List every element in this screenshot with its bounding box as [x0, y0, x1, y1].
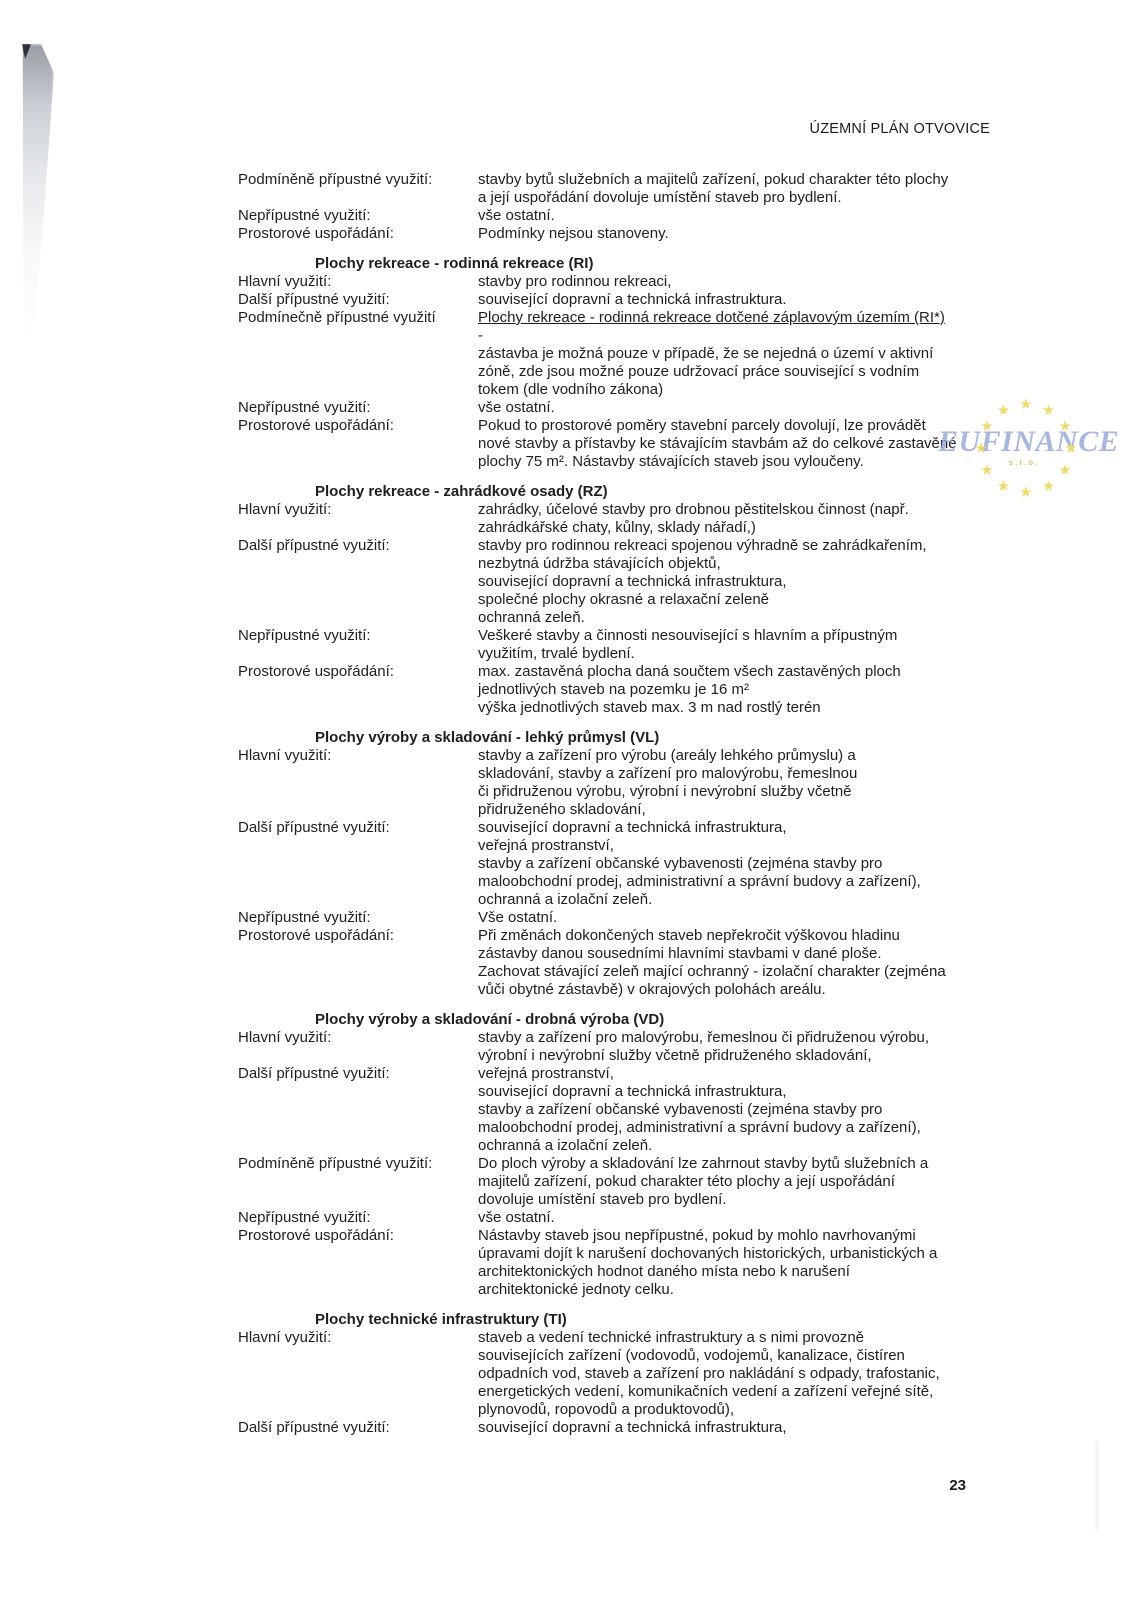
content-line: Při změnách dokončených staveb nepřekročit výškovou hladinu: [478, 927, 900, 944]
usage-row-content: [478, 1227, 970, 1299]
usage-row: [238, 627, 970, 663]
usage-row-label: Prostorové uspořádání:: [238, 1227, 394, 1244]
usage-row: [238, 927, 970, 999]
watermark-company-name: EUFINANCE: [938, 425, 1120, 458]
zoning-section: [238, 483, 970, 717]
content-line: Zachovat stávající zeleň mající ochranný - izolační charakter (zejména: [478, 963, 946, 980]
document-content: [238, 171, 970, 1437]
eu-star-icon: [1063, 441, 1079, 457]
usage-row-content: [478, 1065, 970, 1155]
content-line: plynovodů, ropovodů a produktovodů),: [478, 1401, 735, 1418]
content-line: stavby a zařízení občanské vybavenosti (zejména stavby pro: [478, 1101, 883, 1118]
zoning-section: [238, 1311, 970, 1437]
usage-row-label: Další přípustné využití:: [238, 537, 390, 554]
usage-row-content: [478, 225, 970, 243]
content-line: stavby bytů služebních a majitelů zařízení, pokud charakter této plochy: [478, 171, 949, 188]
usage-row: [238, 309, 970, 399]
usage-row: [238, 537, 970, 627]
content-line: majitelů zařízení, pokud charakter této plochy a její uspořádání: [478, 1173, 895, 1190]
content-line: Pokud to prostorové poměry stavební parcely dovolují, lze provádět: [478, 417, 926, 434]
content-line: nové stavby a přístavby ke stávajícím stavbám až do celkové zastavěné: [478, 435, 957, 452]
usage-row-content: [478, 747, 970, 819]
content-line: dovoluje umístění staveb pro bydlení.: [478, 1191, 727, 1208]
usage-row: [238, 501, 970, 537]
content-line: přidruženého skladování,: [478, 801, 646, 818]
usage-row: [238, 1155, 970, 1209]
usage-row-label: Podmíněně přípustné využití:: [238, 171, 433, 188]
usage-row-label: Nepřípustné využití:: [238, 909, 371, 926]
usage-row-label: Nepřípustné využití:: [238, 207, 371, 224]
content-line: max. zastavěná plocha daná součtem všech zastavěných ploch: [478, 663, 901, 680]
content-line: zahrádky, účelové stavby pro drobnou pěstitelskou činnost (např.: [478, 501, 909, 518]
usage-row-label: Další přípustné využití:: [238, 291, 390, 308]
zoning-section: [238, 1011, 970, 1299]
usage-row-label: Prostorové uspořádání:: [238, 663, 394, 680]
scan-shadow-artifact: [20, 44, 54, 336]
usage-row-label: Hlavní využití:: [238, 1329, 332, 1346]
document-title-header: ÚZEMNÍ PLÁN OTVOVICE: [809, 121, 990, 137]
usage-row: [238, 1329, 970, 1419]
usage-row-content: [478, 663, 970, 717]
content-line: Plochy rekreace - rodinná rekreace dotčené záplavovým územím (RI*): [478, 309, 945, 326]
usage-row: [238, 819, 970, 909]
eu-star-icon: [1018, 485, 1034, 501]
usage-row-label: Hlavní využití:: [238, 747, 332, 764]
content-line: veřejná prostranství,: [478, 1065, 614, 1082]
eu-star-icon: [1057, 419, 1073, 435]
content-line: -: [478, 327, 483, 344]
usage-row-content: [478, 909, 970, 927]
content-line: vše ostatní.: [478, 399, 555, 416]
usage-row-label: Další přípustné využití:: [238, 1065, 390, 1082]
usage-row-content: [478, 1419, 970, 1437]
scan-edge-artifact: [1096, 1440, 1098, 1530]
content-line: vůči obytné zástavbě) v okrajových polohách areálu.: [478, 981, 826, 998]
usage-row-content: [478, 1329, 970, 1419]
usage-row-content: [478, 627, 970, 663]
usage-row-content: [478, 309, 970, 399]
content-line: staveb a vedení technické infrastruktury a s nimi provozně: [478, 1329, 865, 1346]
content-line: Podmínky nejsou stanoveny.: [478, 225, 669, 242]
content-line: jednotlivých staveb na pozemku je 16 m²: [478, 681, 749, 698]
content-line: veřejná prostranství,: [478, 837, 614, 854]
content-line: stavby pro rodinnou rekreaci spojenou výhradně se zahrádkařením,: [478, 537, 927, 554]
content-line: vše ostatní.: [478, 207, 555, 224]
usage-row-content: [478, 171, 970, 207]
content-line: či přidruženou výrobu, výrobní i nevýrobní služby včetně: [478, 783, 852, 800]
content-line: ochranná zeleň.: [478, 609, 585, 626]
content-line: související dopravní a technická infrastruktura,: [478, 1083, 787, 1100]
section-heading: Plochy technické infrastruktury (TI): [315, 1311, 567, 1328]
eu-star-icon: [979, 419, 995, 435]
zoning-section: [238, 255, 970, 471]
usage-row-content: [478, 1029, 970, 1065]
content-line: ochranná a izolační zeleň.: [478, 1137, 653, 1154]
content-line: maloobchodní prodej, administrativní a správní budovy a zařízení),: [478, 873, 921, 890]
content-line: Do ploch výroby a skladování lze zahrnout stavby bytů služebních a: [478, 1155, 929, 1172]
usage-row: [238, 1227, 970, 1299]
usage-row: [238, 273, 970, 291]
zoning-section: [238, 729, 970, 999]
usage-row: [238, 417, 970, 471]
usage-row-content: [478, 273, 970, 291]
section-heading: Plochy rekreace - zahrádkové osady (RZ): [315, 483, 608, 500]
eu-star-icon: [979, 463, 995, 479]
usage-row: [238, 171, 970, 207]
usage-row-label: Hlavní využití:: [238, 1029, 332, 1046]
content-line: společné plochy okrasné a relaxační zeleně: [478, 591, 770, 608]
usage-row-content: [478, 1209, 970, 1227]
section-heading: Plochy výroby a skladování - lehký průmysl (VL): [315, 729, 660, 746]
page-number: 23: [949, 1477, 966, 1494]
usage-row: [238, 747, 970, 819]
usage-row: [238, 663, 970, 717]
usage-row-content: [478, 1155, 970, 1209]
usage-row-label: Nepřípustné využití:: [238, 627, 371, 644]
content-line: architektonických hodnot daného místa nebo k narušení: [478, 1263, 850, 1280]
content-line: související dopravní a technická infrastruktura.: [478, 291, 787, 308]
content-line: výrobní i nevýrobní služby včetně přidruženého skladování,: [478, 1047, 872, 1064]
usage-row: [238, 909, 970, 927]
content-line: využitím, trvalé bydlení.: [478, 645, 635, 662]
content-line: stavby pro rodinnou rekreaci,: [478, 273, 672, 290]
content-line: Veškeré stavby a činnosti nesouvisející s hlavním a přípustným: [478, 627, 898, 644]
usage-row-label: Další přípustné využití:: [238, 1419, 390, 1436]
usage-row-content: [478, 537, 970, 627]
section-heading: Plochy rekreace - rodinná rekreace (RI): [315, 255, 594, 272]
usage-row-label: Další přípustné využití:: [238, 819, 390, 836]
usage-row: [238, 1065, 970, 1155]
content-line: zahrádkářské chaty, kůlny, sklady nářadí,): [478, 519, 756, 536]
usage-row: [238, 291, 970, 309]
eu-star-icon: [996, 479, 1012, 495]
usage-row-content: [478, 291, 970, 309]
content-line: tokem (dle vodního zákona): [478, 381, 664, 398]
usage-row: [238, 1029, 970, 1065]
usage-row-content: [478, 927, 970, 999]
section-heading: Plochy výroby a skladování - drobná výroba (VD): [315, 1011, 665, 1028]
content-line: zóně, zde jsou možné pouze udržovací práce související s vodním: [478, 363, 920, 380]
content-line: nezbytná údržba stávajících objektů,: [478, 555, 721, 572]
usage-row-content: [478, 399, 970, 417]
content-line: související dopravní a technická infrastruktura,: [478, 819, 787, 836]
content-line: vše ostatní.: [478, 1209, 555, 1226]
usage-row-label: Podmíněně přípustné využití:: [238, 1155, 433, 1172]
content-line: architektonické jednoty celku.: [478, 1281, 674, 1298]
content-line: zástavby danou sousedními hlavními stavbami v dané ploše.: [478, 945, 882, 962]
usage-row-content: [478, 207, 970, 225]
usage-row-label: Podmínečně přípustné využití: [238, 309, 436, 326]
content-line: výška jednotlivých staveb max. 3 m nad rostlý terén: [478, 699, 821, 716]
content-line: stavby a zařízení pro výrobu (areály lehkého průmyslu) a: [478, 747, 856, 764]
eu-star-icon: [1041, 479, 1057, 495]
content-line: související dopravní a technická infrastruktura,: [478, 573, 787, 590]
eu-star-icon: [1018, 397, 1034, 413]
usage-row-content: [478, 501, 970, 537]
usage-row-label: Nepřípustné využití:: [238, 399, 371, 416]
eu-star-icon: [973, 441, 989, 457]
content-line: stavby a zařízení občanské vybavenosti (zejména stavby pro: [478, 855, 883, 872]
usage-row-label: Prostorové uspořádání:: [238, 417, 394, 434]
usage-row-label: Prostorové uspořádání:: [238, 225, 394, 242]
content-line: související dopravní a technická infrastruktura,: [478, 1419, 787, 1436]
usage-row-label: Hlavní využití:: [238, 501, 332, 518]
watermark-company-suffix: s.r.o.: [1008, 458, 1040, 467]
content-line: zástavba je možná pouze v případě, že se nejedná o území v aktivní: [478, 345, 934, 362]
usage-row-content: [478, 417, 970, 471]
usage-row-content: [478, 819, 970, 909]
content-line: plochy 75 m². Nástavby stávajících staveb jsou vyloučeny.: [478, 453, 864, 470]
content-line: energetických vedení, komunikačních vedení a zařízení veřejné sítě,: [478, 1383, 934, 1400]
content-line: maloobchodní prodej, administrativní a správní budovy a zařízení),: [478, 1119, 921, 1136]
usage-row-label: Nepřípustné využití:: [238, 1209, 371, 1226]
content-line: odpadních vod, staveb a zařízení pro nakládání s odpady, trafostanic,: [478, 1365, 940, 1382]
usage-row: [238, 1209, 970, 1227]
zoning-section: [238, 171, 970, 243]
usage-row: [238, 225, 970, 243]
content-line: skladování, stavby a zařízení pro malovýrobu, řemeslnou: [478, 765, 858, 782]
content-line: Vše ostatní.: [478, 909, 558, 926]
content-line: stavby a zařízení pro malovýrobu, řemeslnou či přidruženou výrobu,: [478, 1029, 930, 1046]
usage-row: [238, 399, 970, 417]
usage-row-label: Hlavní využití:: [238, 273, 332, 290]
eu-star-icon: [1057, 463, 1073, 479]
content-line: a její uspořádání dovoluje umístění staveb pro bydlení.: [478, 189, 842, 206]
eu-star-icon: [1041, 403, 1057, 419]
content-line: souvisejících zařízení (vodovodů, vodojemů, kanalizace, čistíren: [478, 1347, 905, 1364]
usage-row: [238, 207, 970, 225]
content-line: Nástavby staveb jsou nepřípustné, pokud by mohlo navrhovanými: [478, 1227, 916, 1244]
eu-star-icon: [996, 403, 1012, 419]
usage-row-label: Prostorové uspořádání:: [238, 927, 394, 944]
content-line: úpravami dojít k narušení dochovaných historických, urbanistických a: [478, 1245, 938, 1262]
usage-row: [238, 1419, 970, 1437]
content-line: ochranná a izolační zeleň.: [478, 891, 653, 908]
